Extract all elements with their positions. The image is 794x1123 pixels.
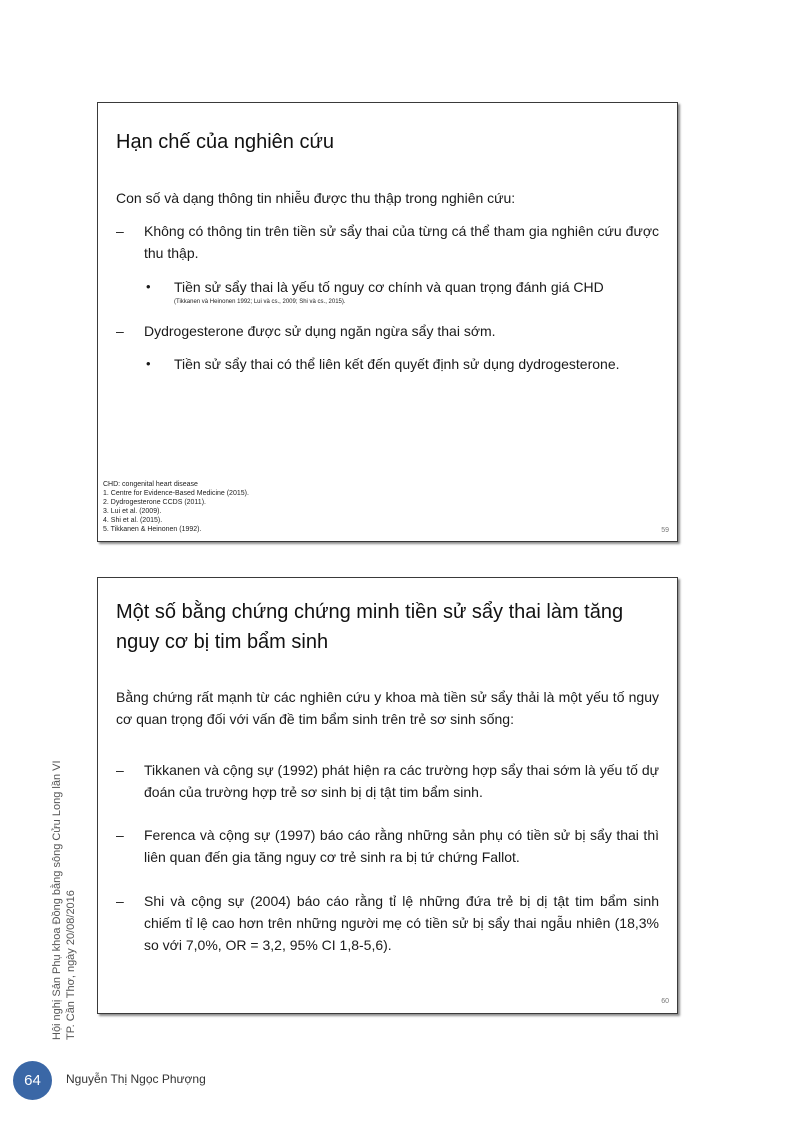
citation: (Tikkanen và Heinonen 1992; Lui và cs., 2009; Shi và cs., 2015). — [174, 299, 346, 305]
conference-name: Hội nghị Sản Phụ khoa Đồng bằng sông Cửu Long lần VI — [51, 760, 63, 1040]
reference-line: CHD: congenital heart disease — [103, 481, 198, 488]
list-item-text: Dydrogesterone được sử dụng ngăn ngừa sẩy thai sớm. — [144, 323, 496, 339]
dash-marker: – — [116, 827, 124, 843]
slide-title: Một số bằng chứng chứng minh tiền sử sẩy thai làm tăng nguy cơ bị tim bẩm sinh — [116, 601, 624, 653]
slide-intro: Bằng chứng rất mạnh từ các nghiên cứu y khoa mà tiền sử sẩy thải là một yếu tố nguy cơ quan trọng đối với vấn đề tim bẩm sinh trên trẻ sơ sinh sống: — [116, 689, 659, 727]
reference-line: 2. Dydrogesterone CCDS (2011). — [103, 499, 206, 506]
conference-location-date: TP. Cần Thơ, ngày 20/08/2016 — [65, 890, 77, 1040]
list-item — [116, 890, 659, 956]
reference-line: 3. Lui et al. (2009). — [103, 508, 162, 515]
list-subitem — [146, 276, 659, 307]
slide-60 — [97, 577, 678, 1014]
dash-marker: – — [116, 223, 124, 239]
list-item-text: Tiền sử sẩy thai là yếu tố nguy cơ chính và quan trọng đánh giá CHD — [174, 279, 604, 295]
references — [103, 480, 249, 534]
author-name: Nguyễn Thị Ngọc Phượng — [66, 1072, 206, 1086]
list-item-text: Tiền sử sẩy thai có thể liên kết đến quyết định sử dụng dydrogesterone. — [174, 356, 620, 372]
slide-number: 59 — [661, 527, 669, 534]
page-number-badge: 64 — [13, 1061, 52, 1100]
slide-title: Hạn chế của nghiên cứu — [116, 131, 334, 153]
dash-marker: – — [116, 762, 124, 778]
dash-marker: – — [116, 323, 124, 339]
slide-59 — [97, 102, 678, 542]
reference-line: 1. Centre for Evidence-Based Medicine (2015). — [103, 490, 249, 497]
bullet-marker: • — [146, 279, 151, 294]
conference-margin-text — [50, 760, 78, 1040]
list-item-text: Shi và cộng sự (2004) báo cáo rằng tỉ lệ những đứa trẻ bị dị tật tim bẩm sinh chiếm tỉ lệ cao hơn trên những người mẹ có tiền sử bị sẩy thai ngẫu nhiên (18,3% so với 7,0%, OR = 3,2, 95% CI 1,8-5,6). — [144, 893, 659, 953]
dash-marker: – — [116, 893, 124, 909]
reference-line: 4. Shi et al. (2015). — [103, 517, 163, 524]
slide-number: 60 — [661, 998, 669, 1005]
list-item — [116, 824, 659, 868]
list-item-text: Không có thông tin trên tiền sử sẩy thai của từng cá thể tham gia nghiên cứu được thu thập. — [144, 223, 659, 261]
list-item — [116, 759, 659, 803]
list-item — [116, 320, 659, 342]
list-subitem — [146, 353, 659, 375]
bullet-marker: • — [146, 356, 151, 371]
list-item-text: Ferenca và cộng sự (1997) báo cáo rằng những sản phụ có tiền sử bị sẩy thai thì liên quan đến gia tăng nguy cơ trẻ sinh ra bị tứ chứng Fallot. — [144, 827, 659, 865]
slide-intro: Con số và dạng thông tin nhiễu được thu thập trong nghiên cứu: — [116, 190, 516, 206]
reference-line: 5. Tikkanen & Heinonen (1992). — [103, 526, 202, 533]
list-item-text: Tikkanen và cộng sự (1992) phát hiện ra các trường hợp sẩy thai sớm là yếu tố dự đoán của trường hợp trẻ sơ sinh bị dị tật tim bẩm sinh. — [144, 762, 659, 800]
list-item — [116, 220, 659, 264]
